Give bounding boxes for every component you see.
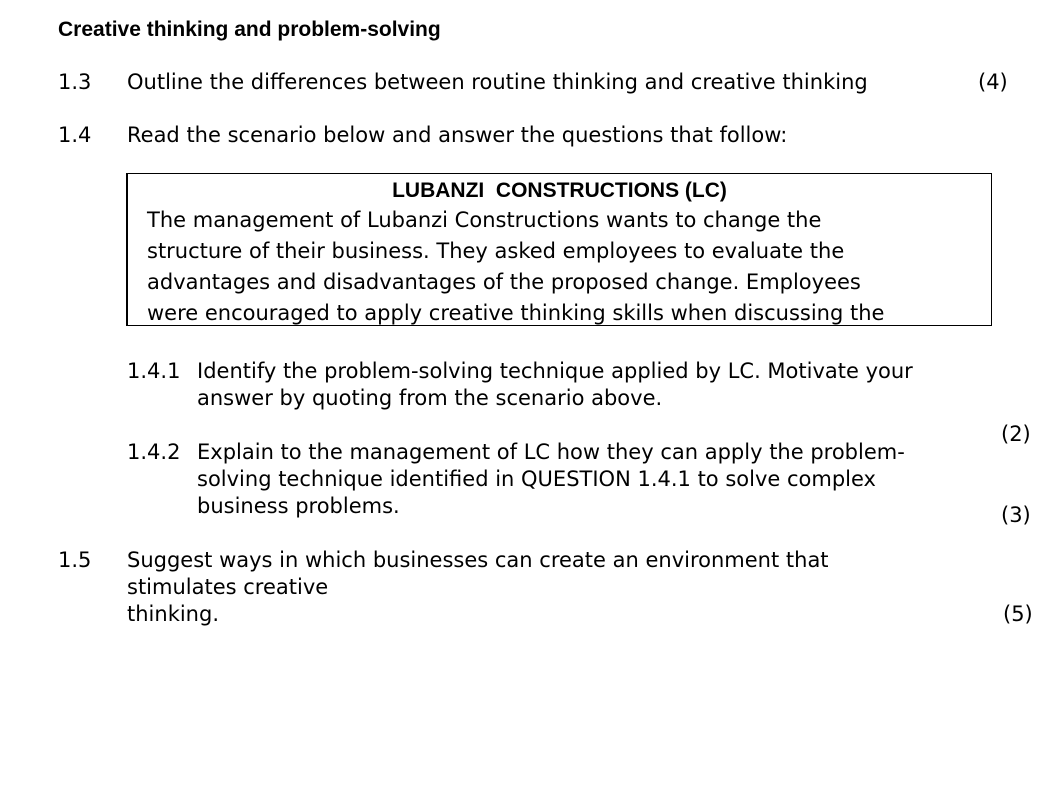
question-number: 1.3 bbox=[58, 70, 92, 94]
scenario-heading: LUBANZI CONSTRUCTIONS (LC) bbox=[392, 179, 727, 202]
scenario-box bbox=[126, 173, 992, 326]
question-text-line: stimulates creative bbox=[127, 575, 329, 599]
question-text: Read the scenario below and answer the questions that follow: bbox=[127, 123, 788, 147]
scenario-line: were encouraged to apply creative thinking skills when discussing the bbox=[147, 301, 885, 325]
question-number: 1.5 bbox=[58, 548, 92, 572]
question-number: 1.4.2 bbox=[127, 440, 181, 464]
question-marks: (4) bbox=[978, 70, 1008, 94]
section-title: Creative thinking and problem-solving bbox=[58, 18, 441, 41]
scenario-line: The management of Lubanzi Constructions wants to change the bbox=[147, 208, 822, 232]
question-marks: (2) bbox=[1001, 422, 1031, 446]
question-number: 1.4 bbox=[58, 123, 92, 147]
question-text-line: solving technique identified in QUESTION 1.4.1 to solve complex bbox=[197, 467, 876, 491]
question-text-line: answer by quoting from the scenario above. bbox=[197, 386, 663, 410]
question-marks: (3) bbox=[1001, 503, 1031, 527]
question-text-line: Explain to the management of LC how they can apply the problem- bbox=[197, 440, 905, 464]
question-text-line: business problems. bbox=[197, 494, 400, 518]
question-marks: (5) bbox=[1003, 602, 1033, 626]
question-text-line: Identify the problem-solving technique applied by LC. Motivate your bbox=[197, 359, 913, 383]
question-number: 1.4.1 bbox=[127, 359, 181, 383]
question-text-line: Suggest ways in which businesses can create an environment that bbox=[127, 548, 829, 572]
question-text: Outline the differences between routine thinking and creative thinking bbox=[127, 70, 868, 94]
scenario-line: structure of their business. They asked employees to evaluate the bbox=[147, 239, 845, 263]
question-text-line: thinking. bbox=[127, 602, 219, 626]
scenario-line: advantages and disadvantages of the proposed change. Employees bbox=[147, 270, 861, 294]
scenario-text bbox=[147, 205, 987, 326]
